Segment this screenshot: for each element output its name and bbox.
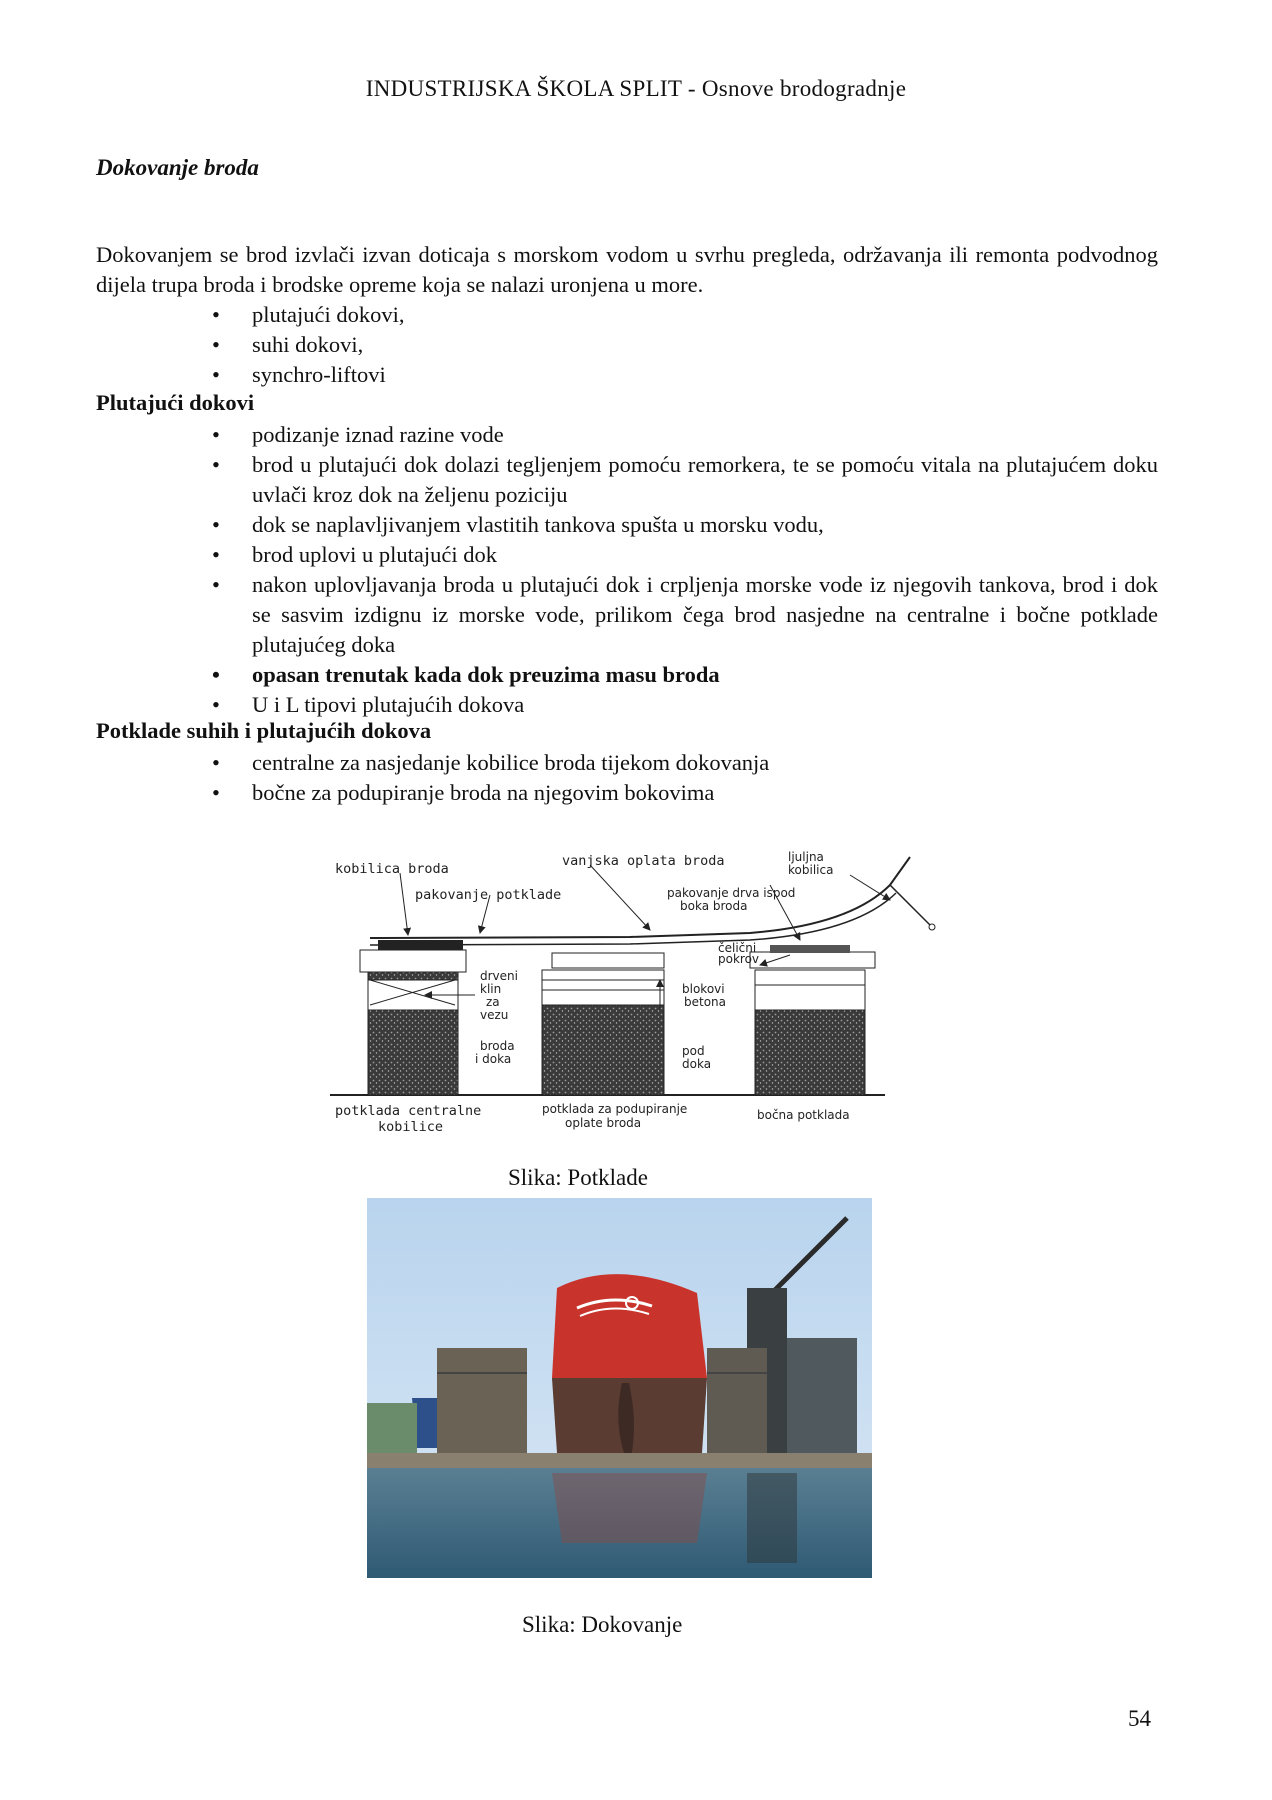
label-blokovi: blokovi	[682, 982, 725, 996]
label-vezu: vezu	[480, 1008, 509, 1022]
list-item: • podizanje iznad razine vode	[0, 420, 1158, 450]
bullet-icon: •	[212, 572, 220, 597]
label-i-doka: i doka	[475, 1052, 512, 1066]
label-za: za	[486, 995, 500, 1009]
label-oplate-broda: oplate broda	[565, 1116, 642, 1130]
label-ljuljna: ljuljna	[788, 850, 824, 864]
list-item: • plutajući dokovi,	[0, 300, 1158, 330]
list-item: • synchro-liftovi	[0, 360, 1158, 390]
floating-docks-list	[0, 420, 1158, 720]
caption-dokovanje: Slika: Dokovanje	[522, 1612, 683, 1637]
bullet-icon: •	[212, 780, 220, 805]
list-item-bold: • opasan trenutak kada dok preuzima masu broda	[0, 660, 1158, 690]
supports-list	[0, 748, 1158, 808]
bullet-icon: •	[212, 512, 220, 537]
caption-potklade: Slika: Potklade	[508, 1165, 648, 1190]
label-pod: pod	[682, 1044, 705, 1058]
list-item: • bočne za podupiranje broda na njegovim bokovima	[0, 778, 1158, 808]
page-header: INDUSTRIJSKA ŠKOLA SPLIT - Osnove brodogradnje	[365, 76, 907, 101]
label-ljuljna-kobilica: kobilica	[788, 863, 834, 877]
label-kobilice: kobilice	[378, 1119, 444, 1135]
label-pakovanje-drva: pakovanje drva ispod	[667, 886, 796, 900]
label-doka: doka	[682, 1057, 712, 1071]
label-kobilica-broda: kobilica broda	[335, 861, 449, 877]
label-bocna-potklada: bočna potklada	[757, 1108, 850, 1122]
bullet-icon: •	[212, 452, 220, 477]
docking-photo	[367, 1198, 872, 1578]
label-pakovanje-potklade: pakovanje potklade	[415, 887, 562, 903]
label-vanjska-oplata: vanjska oplata broda	[562, 853, 725, 869]
list-item: • brod uplovi u plutajući dok	[0, 540, 1158, 570]
list-item: • U i L tipovi plutajućih dokova	[0, 690, 1158, 720]
bullet-icon: •	[212, 542, 220, 567]
section-title: Dokovanje broda	[96, 155, 259, 180]
list-item: • nakon uplovljavanja broda u plutajući dok i crpljenja morske vode iz njegovih tankova, brod i dok se sasvim izdignu iz morske vode, prilikom čega brod nasjedne na centralne i bočne potklade plutajućeg doka	[212, 572, 1158, 657]
label-potklada-centralne: potklada centralne	[335, 1103, 482, 1119]
bullet-icon: •	[212, 302, 220, 327]
label-potklada-za-podupiranje: potklada za podupiranje	[542, 1102, 688, 1116]
list-item: • brod u plutajući dok dolazi tegljenjem pomoću remorkera, te se pomoću vitala na plutajućem doku uvlači kroz dok na željenu poziciju	[212, 452, 1158, 507]
label-drveni: drveni	[480, 969, 518, 983]
list-item: • centralne za nasjedanje kobilice broda tijekom dokovanja	[0, 748, 1158, 778]
label-boka-broda: boka broda	[680, 899, 748, 913]
dock-types-list	[0, 300, 1158, 390]
bullet-icon: •	[212, 662, 220, 687]
label-broda: broda	[480, 1039, 515, 1053]
list-item: • suhi dokovi,	[0, 330, 1158, 360]
bullet-icon: •	[212, 692, 220, 717]
bullet-icon: •	[212, 750, 220, 775]
intro-paragraph: Dokovanjem se brod izvlači izvan doticaja s morskom vodom u svrhu pregleda, održavanja ili remonta podvodnog dijela trupa broda i brodske opreme koja se nalazi uronjena u more.	[96, 242, 1158, 297]
bullet-icon: •	[212, 362, 220, 387]
bullet-icon: •	[212, 422, 220, 447]
bullet-icon: •	[212, 332, 220, 357]
heading-potklade: Potklade suhih i plutajućih dokova	[96, 718, 432, 743]
heading-plutajuci-dokovi: Plutajući dokovi	[96, 390, 255, 415]
supports-diagram	[330, 845, 950, 1135]
label-celicni: čelični	[718, 941, 757, 955]
label-pokrov: pokrov	[718, 952, 760, 966]
list-item: • dok se naplavljivanjem vlastitih tankova spušta u morsku vodu,	[0, 510, 1158, 540]
label-klin: klin	[480, 982, 502, 996]
page-number: 54	[1128, 1706, 1151, 1731]
label-betona: betona	[684, 995, 727, 1009]
